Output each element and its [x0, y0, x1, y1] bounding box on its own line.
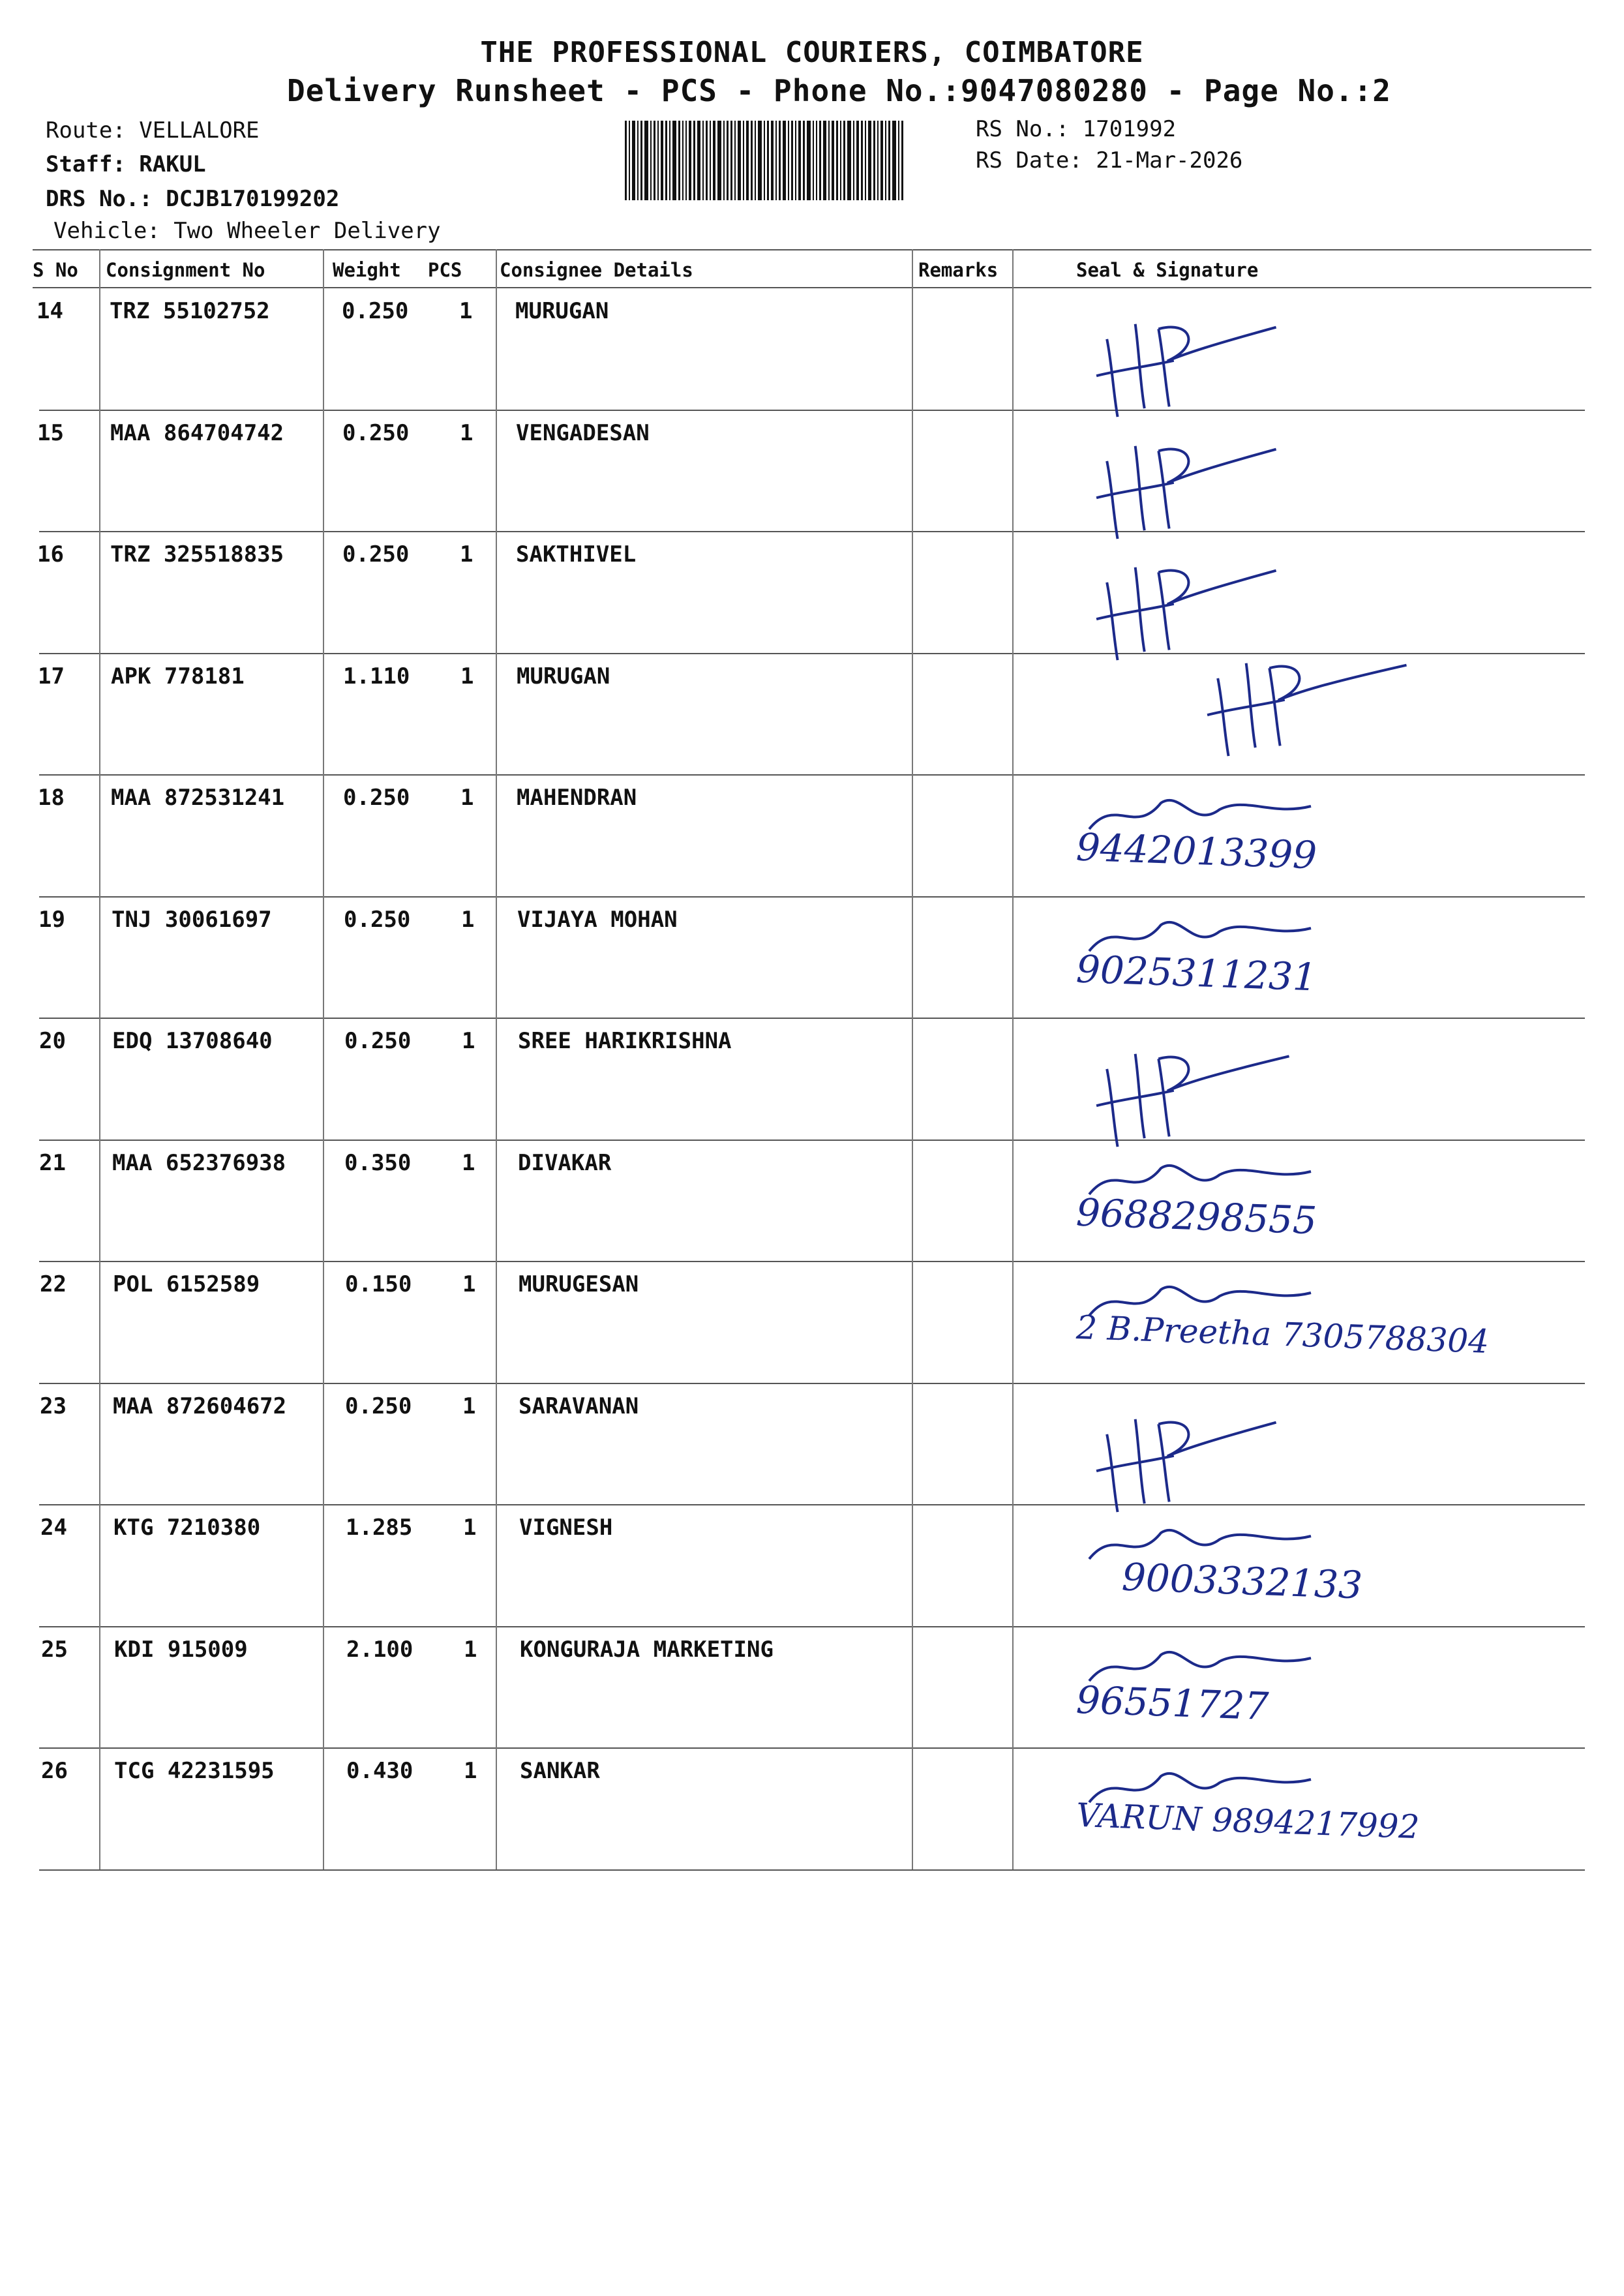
col-seal-signature: Seal & Signature — [1076, 259, 1259, 281]
barcode-bar — [775, 121, 777, 200]
barcode-bar — [898, 121, 899, 200]
cell-sno: 24 — [40, 1515, 67, 1541]
barcode-bar — [843, 121, 845, 200]
barcode-bar — [637, 121, 639, 200]
barcode-bar — [654, 121, 655, 200]
cell-consignee: VIJAYA MOHAN — [517, 906, 678, 933]
row-divider — [39, 1018, 1585, 1019]
barcode-bar — [629, 121, 630, 200]
cell-consignee: SAKTHIVEL — [516, 541, 637, 567]
barcode — [625, 121, 944, 200]
barcode-bar — [657, 121, 659, 200]
signature-scribble — [1076, 905, 1350, 964]
barcode-bar — [706, 121, 708, 200]
barcode-bar — [672, 121, 676, 200]
signature-text: 9025311231 — [1075, 946, 1318, 999]
cell-consignee: MURUGAN — [517, 663, 610, 689]
signature-scribble — [1076, 1757, 1350, 1815]
barcode-bar — [689, 121, 691, 200]
cell-consignee: MAHENDRAN — [517, 785, 637, 811]
barcode-bar — [880, 121, 883, 200]
cell-consignment: KDI 915009 — [114, 1636, 248, 1663]
cell-consignee: SARAVANAN — [519, 1393, 639, 1419]
cell-pcs: 1 — [461, 906, 475, 933]
barcode-bar — [803, 121, 805, 200]
barcode-bar — [828, 121, 830, 200]
cell-consignee: MURUGAN — [515, 298, 609, 324]
cell-consignee: VIGNESH — [519, 1515, 613, 1541]
row-divider — [39, 1261, 1585, 1262]
barcode-bar — [813, 121, 814, 200]
barcode-bar — [795, 121, 796, 200]
barcode-bar — [650, 121, 652, 200]
signature-text: 9003332133 — [1120, 1554, 1364, 1608]
row-divider — [39, 774, 1585, 776]
cell-weight: 0.150 — [345, 1271, 412, 1297]
barcode-bar — [669, 121, 670, 200]
barcode-bar — [682, 121, 684, 200]
signature-text: 2 B.Preetha 7305788304 — [1075, 1308, 1490, 1361]
col-consignee: Consignee Details — [500, 259, 693, 281]
row-divider — [39, 896, 1585, 898]
barcode-bar — [807, 121, 811, 200]
barcode-bar — [702, 121, 704, 200]
cell-consignee: SANKAR — [520, 1758, 600, 1784]
row-divider — [39, 1869, 1585, 1871]
cell-consignment: MAA 872604672 — [113, 1393, 287, 1419]
cell-pcs: 1 — [460, 541, 474, 567]
barcode-bar — [678, 121, 680, 200]
barcode-bar — [823, 121, 826, 200]
column-divider — [496, 249, 497, 1869]
signature-text: 9442013399 — [1075, 824, 1318, 878]
cell-consignee: KONGURAJA MARKETING — [520, 1636, 774, 1663]
cell-weight: 0.250 — [342, 298, 409, 324]
cell-weight: 0.250 — [343, 785, 410, 811]
cell-sno: 14 — [37, 298, 63, 324]
cell-consignment: MAA 872531241 — [111, 785, 285, 811]
cell-pcs: 1 — [460, 785, 474, 811]
drs-number: DRS No.: DCJB170199202 — [46, 186, 340, 212]
barcode-bar — [901, 121, 903, 200]
barcode-bar — [861, 121, 863, 200]
barcode-bar — [767, 121, 769, 200]
cell-pcs: 1 — [464, 1758, 477, 1784]
cell-sno: 25 — [41, 1636, 68, 1663]
column-divider — [1012, 249, 1014, 1869]
cell-sno: 22 — [40, 1271, 67, 1297]
barcode-bar — [693, 121, 695, 200]
cell-pcs: 1 — [462, 1149, 475, 1176]
signature-scribble — [1076, 1149, 1350, 1207]
cell-pcs: 1 — [462, 1271, 476, 1297]
row-divider — [39, 1504, 1585, 1505]
cell-consignment: TRZ 55102752 — [110, 298, 270, 324]
barcode-bar — [779, 121, 781, 200]
barcode-bar — [819, 121, 821, 200]
cell-sno: 18 — [38, 785, 65, 811]
barcode-bar — [697, 121, 700, 200]
col-consignment: Consignment No — [106, 259, 265, 281]
col-remarks: Remarks — [918, 259, 999, 281]
barcode-bar — [877, 121, 879, 200]
cell-sno: 16 — [37, 541, 64, 567]
column-divider — [912, 249, 913, 1869]
barcode-bar — [713, 121, 715, 200]
cell-weight: 0.250 — [344, 1028, 412, 1054]
cell-weight: 0.250 — [345, 1393, 412, 1419]
col-sno: S No — [33, 259, 78, 281]
cell-sno: 20 — [39, 1028, 66, 1054]
barcode-bar — [892, 121, 896, 200]
barcode-bar — [755, 121, 756, 200]
barcode-bar — [771, 121, 774, 200]
cell-weight: 0.430 — [346, 1758, 414, 1784]
barcode-bar — [840, 121, 841, 200]
row-divider — [39, 1383, 1585, 1384]
cell-consignment: MAA 864704742 — [110, 419, 284, 446]
cell-pcs: 1 — [462, 1028, 475, 1054]
cell-pcs: 1 — [460, 419, 474, 446]
barcode-bar — [665, 121, 667, 200]
table-rule — [33, 249, 1591, 250]
barcode-bar — [853, 121, 854, 200]
signature-text: VARUN 9894217992 — [1075, 1796, 1421, 1847]
signature-text: 9688298555 — [1075, 1190, 1318, 1243]
cell-weight: 0.250 — [344, 906, 411, 933]
row-divider — [39, 531, 1585, 532]
row-divider — [39, 1626, 1585, 1627]
vehicle-label: Vehicle: Two Wheeler Delivery — [53, 218, 441, 244]
barcode-bar — [685, 121, 687, 200]
row-divider — [39, 410, 1585, 411]
cell-consignment: MAA 652376938 — [112, 1149, 286, 1176]
barcode-bar — [644, 121, 648, 200]
barcode-bar — [798, 121, 801, 200]
barcode-bar — [734, 121, 736, 200]
column-divider — [323, 249, 324, 1869]
cell-pcs: 1 — [459, 298, 473, 324]
cell-sno: 21 — [39, 1149, 66, 1176]
table-rule — [33, 287, 1591, 288]
cell-sno: 23 — [40, 1393, 67, 1419]
cell-consignment: KTG 7210380 — [113, 1515, 261, 1541]
cell-consignee: SREE HARIKRISHNA — [518, 1028, 732, 1054]
cell-sno: 15 — [37, 419, 64, 446]
cell-consignment: APK 778181 — [111, 663, 245, 689]
cell-weight: 0.250 — [342, 541, 410, 567]
barcode-bar — [661, 121, 663, 200]
rs-date: RS Date: 21-Mar-2026 — [976, 147, 1243, 174]
barcode-bar — [738, 121, 741, 200]
cell-consignment: POL 6152589 — [113, 1271, 260, 1297]
barcode-bar — [640, 121, 642, 200]
staff-label: Staff: RAKUL — [46, 151, 206, 177]
cell-consignment: EDQ 13708640 — [112, 1028, 273, 1054]
row-divider — [39, 1140, 1585, 1141]
runsheet-subtitle: Delivery Runsheet - PCS - Phone No.:9047080280 - Page No.:2 — [287, 73, 1391, 108]
cell-consignment: TRZ 325518835 — [110, 541, 284, 567]
column-divider — [99, 249, 100, 1869]
cell-consignee: MURUGESAN — [519, 1271, 639, 1297]
cell-weight: 1.285 — [346, 1515, 413, 1541]
barcode-bar — [730, 121, 732, 200]
barcode-bar — [764, 121, 765, 200]
barcode-bar — [836, 121, 838, 200]
cell-sno: 26 — [41, 1758, 68, 1784]
barcode-bar — [873, 121, 875, 200]
barcode-bar — [865, 121, 866, 200]
barcode-bar — [727, 121, 729, 200]
cell-pcs: 1 — [463, 1515, 477, 1541]
cell-consignment: TCG 42231595 — [114, 1758, 275, 1784]
cell-consignee: DIVAKAR — [518, 1149, 612, 1176]
signature-scribble — [1076, 1513, 1350, 1572]
route-label: Route: VELLALORE — [46, 117, 260, 144]
barcode-bar — [847, 121, 851, 200]
row-divider — [39, 1747, 1585, 1749]
cell-weight: 0.350 — [344, 1149, 412, 1176]
cell-weight: 1.110 — [343, 663, 410, 689]
cell-pcs: 1 — [460, 663, 474, 689]
barcode-bar — [791, 121, 793, 200]
barcode-bar — [888, 121, 890, 200]
cell-consignee: VENGADESAN — [516, 419, 650, 446]
cell-sno: 17 — [38, 663, 65, 689]
barcode-bar — [723, 121, 725, 200]
barcode-bar — [832, 121, 834, 200]
signature-scribble — [1076, 1635, 1350, 1694]
cell-pcs: 1 — [464, 1636, 477, 1663]
barcode-bar — [788, 121, 789, 200]
signature-scribble — [1076, 1270, 1350, 1329]
company-title: THE PROFESSIONAL COURIERS, COIMBATORE — [480, 36, 1144, 69]
cell-sno: 19 — [38, 906, 65, 933]
cell-pcs: 1 — [462, 1393, 476, 1419]
signature-scribble — [1076, 783, 1350, 842]
barcode-bar — [758, 121, 762, 200]
barcode-bar — [816, 121, 817, 200]
cell-weight: 0.250 — [342, 419, 410, 446]
barcode-bar — [746, 121, 749, 200]
barcode-bar — [632, 121, 635, 200]
barcode-bar — [710, 121, 711, 200]
col-weight: Weight — [333, 259, 401, 281]
rs-number: RS No.: 1701992 — [976, 116, 1177, 142]
col-pcs: PCS — [428, 259, 462, 281]
barcode-bar — [625, 121, 627, 200]
barcode-bar — [751, 121, 753, 200]
barcode-bar — [868, 121, 871, 200]
cell-consignment: TNJ 30061697 — [112, 906, 272, 933]
barcode-bar — [743, 121, 744, 200]
cell-weight: 2.100 — [346, 1636, 414, 1663]
barcode-bar — [885, 121, 886, 200]
barcode-bar — [783, 121, 786, 200]
barcode-bar — [717, 121, 721, 200]
signature-text: 96551727 — [1075, 1677, 1270, 1729]
barcode-bar — [856, 121, 859, 200]
